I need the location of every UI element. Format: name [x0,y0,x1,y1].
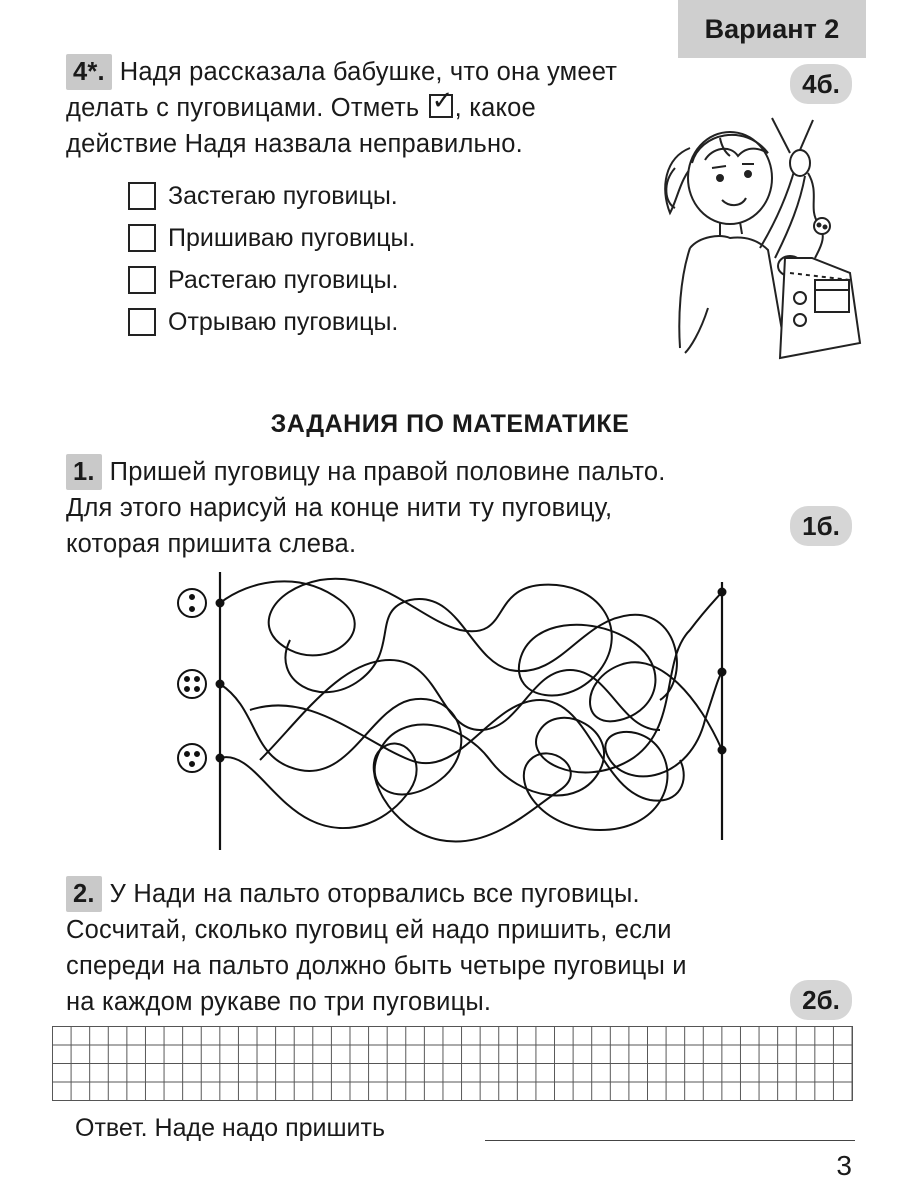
girl-sewing-illustration [650,108,870,368]
task2-line3: спереди на пальто должно быть четыре пуговицы и [66,952,687,980]
task1-line3: которая пришита слева. [66,530,357,558]
task4-number: 4*. [66,54,112,90]
button-three-holes-icon [178,744,206,772]
task2-line4: на каждом рукаве по три пуговицы. [66,988,492,1016]
task4-score-badge: 4б. [790,64,852,104]
option-2-checkbox[interactable] [128,224,156,252]
task2-number: 2. [66,876,102,912]
task1-text [66,454,666,562]
task4-text [66,54,617,162]
task1-line2: Для этого нарисуй на конце нити ту пуговицу, [66,494,613,522]
task1-number: 1. [66,454,102,490]
option-2-label: Пришиваю пуговицы. [168,223,416,252]
option-4-checkbox[interactable] [128,308,156,336]
task1-line1: Пришей пуговицу на правой половине пальто. [109,458,666,486]
task4-line3: действие Надя назвала неправильно. [66,130,523,158]
task2-line2: Сосчитай, сколько пуговиц ей надо пришить, если [66,916,672,944]
variant-label: Вариант 2 [678,0,866,58]
check-sample-icon: ✓ [429,94,453,118]
tangled-threads-diagram [160,560,780,860]
button-four-holes-icon [178,670,206,698]
task1-score-badge: 1б. [790,506,852,546]
task2-line1: У Нади на пальто оторвались все пуговицы. [109,880,640,908]
option-3-checkbox[interactable] [128,266,156,294]
option-1[interactable] [128,175,415,217]
section-title: ЗАДАНИЯ ПО МАТЕМАТИКЕ [270,410,630,438]
task4-line2: делать с пуговицами. Отметь [66,94,420,122]
option-1-checkbox[interactable] [128,182,156,210]
task2-score-badge: 2б. [790,980,852,1020]
option-3-label: Растегаю пуговицы. [168,265,399,294]
option-4-label: Отрываю пуговицы. [168,307,399,336]
answer-input-line[interactable] [485,1140,855,1141]
option-1-label: Застегаю пуговицы. [168,181,398,210]
answer-label: Ответ. Наде надо пришить [75,1114,385,1142]
task2-text [66,876,687,1020]
task4-options [128,175,415,343]
calculation-grid[interactable] [52,1026,853,1101]
option-4[interactable] [128,301,415,343]
option-2[interactable] [128,217,415,259]
page-number: 3 [836,1150,852,1181]
button-two-holes-icon [178,589,206,617]
task4-line2-end: , какое [454,94,536,122]
option-3[interactable] [128,259,415,301]
task4-line1: Надя рассказала бабушке, что она умеет [119,58,618,86]
